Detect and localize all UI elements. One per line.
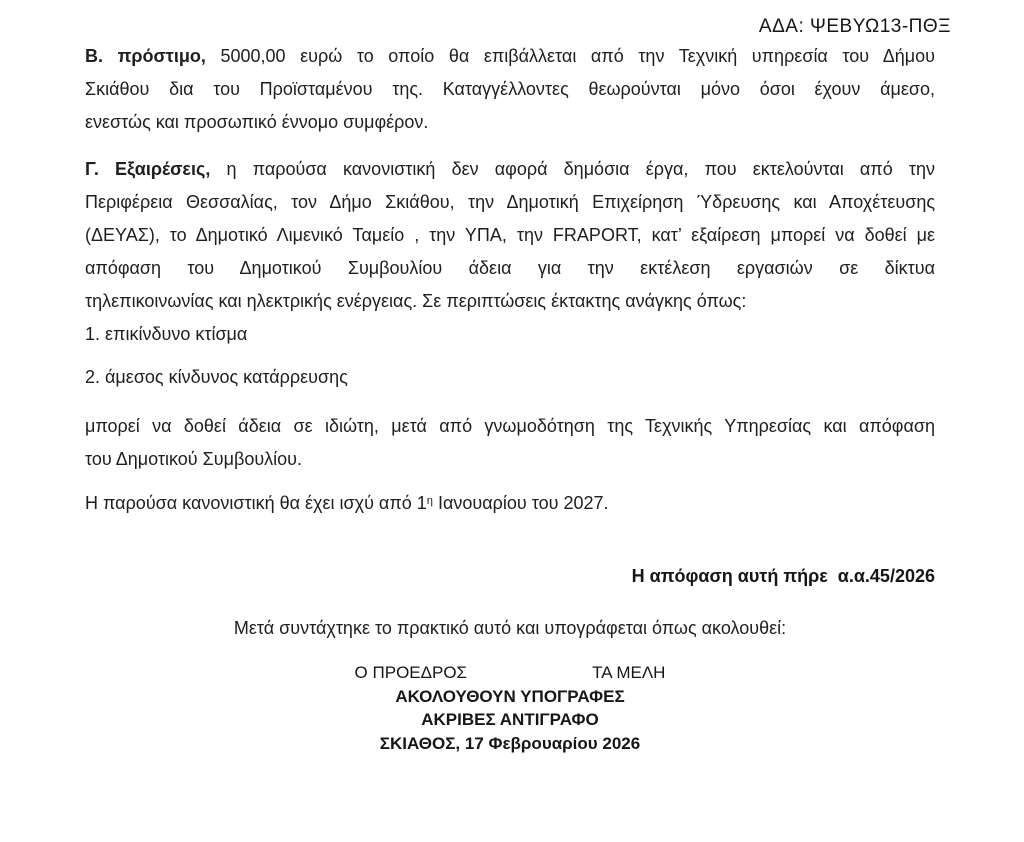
paragraph-permit-line-2: του Δημοτικού Συμβουλίου. [85,449,303,469]
decision-number-line: Η απόφαση αυτή πήρε α.α.45/2026 [631,566,935,586]
paragraph-exceptions-line-2: Περιφέρεια Θεσσαλίας, τον Δήμο Σκιάθου, την Δημοτική Επιχείρηση Ύδρευσης και Αποχέτευσης [85,192,935,212]
ordinal-superscript: η [426,494,433,507]
paragraph-exceptions-line-4: απόφαση του Δημοτικού Συμβουλίου άδεια για την εκτέλεση εργασιών σε δίκτυα [85,258,935,278]
signature-roles-row [85,661,935,685]
paragraph-fine-line-2: Σκιάθου δια του Προϊσταμένου της. Καταγγέλλοντες θεωρούνται μόνο όσοι έχουν άμεσο, [85,79,935,99]
ada-code: ΑΔΑ: ΨΕΒΥΩ13-ΠΘΞ [758,16,951,37]
paragraph-fine-line-1: Β. πρόστιμο, 5000,00 ευρώ το οποίο θα επιβάλλεται από την Τεχνική υπηρεσία του Δήμου [85,46,935,66]
paragraph-fine-line-3: ενεστώς και προσωπικό έννομο συμφέρον. [85,112,429,132]
president-label: Ο ΠΡΟΕΔΡΟΣ [354,663,468,682]
paragraph-validity: Η παρούσα κανονιστική θα έχει ισχύ από $1^\eta$ Ιανουαρίου του 2027. [85,493,609,513]
paragraph-exceptions-line-3: (ΔΕΥΑΣ), το Δημοτικό Λιμενικό Ταμείο , την ΥΠΑ, την FRAPORT, κατ’ εξαίρεση μπορεί να δοθεί με [85,225,935,245]
follow-signatures-label: ΑΚΟΛΟΥΘΟΥΝ ΥΠΟΓΡΑΦΕΣ [395,686,625,706]
signature-block [85,661,935,755]
list-item-2: 2. άμεσος κίνδυνος κατάρρευσης [85,367,348,387]
paragraph-exceptions-line-5: τηλεπικοινωνίας και ηλεκτρικής ενέργειας. Σε περιπτώσεις έκτακτης ανάγκης όπως: [85,291,747,311]
closing-sentence: Μετά συντάχτηκε το πρακτικό αυτό και υπογράφεται όπως ακολουθεί: [233,618,787,638]
paragraph-fine [85,40,935,139]
paragraph-permit [85,410,935,476]
list-item-1: 1. επικίνδυνο κτίσμα [85,324,248,344]
paragraph-exceptions-lead: Γ. Εξαιρέσεις, [85,159,211,179]
place-date-label: ΣΚΙΑΘΟΣ, 17 Φεβρουαρίου 2026 [379,733,641,753]
paragraph-exceptions [85,153,935,318]
exact-copy-label: ΑΚΡΙΒΕΣ ΑΝΤΙΓΡΑΦΟ [421,710,599,729]
paragraph-exceptions-line-1: Γ. Εξαιρέσεις, η παρούσα κανονιστική δεν αφορά δημόσια έργα, που εκτελούνται από την [85,159,935,179]
paragraph-fine-lead: Β. πρόστιμο, [85,46,206,66]
paragraph-permit-line-1: μπορεί να δοθεί άδεια σε ιδιώτη, μετά από γνωμοδότηση της Τεχνικής Υπηρεσίας και απόφαση [85,416,935,436]
members-label: ΤΑ ΜΕΛΗ [592,663,666,682]
